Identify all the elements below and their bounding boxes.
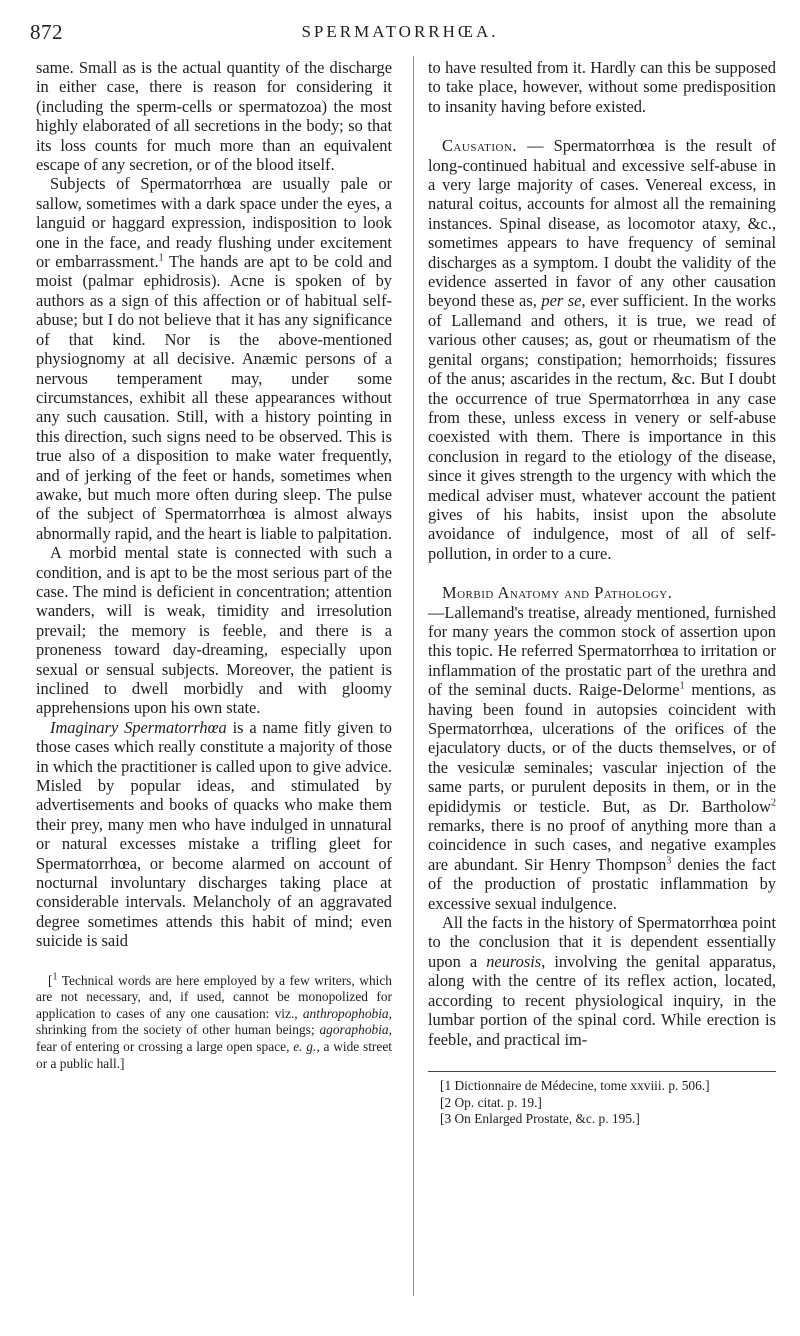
footnotes — [36, 973, 392, 1073]
running-head: SPERMATORRHŒA. — [301, 22, 499, 41]
text: , involving the genital apparatus, along with the centre of its reflex action, located, according to recent physiological inquiry, in the lumbar portion of the spinal cord. While erection is feeble, and practical im- — [428, 951, 776, 1049]
paragraph: same. Small as is the actual quantity of the discharge in either case, there is reason for considering it (including the sperm-cells or spermatozoa) the most highly elaborated of all secretions in the body; so that its loss counts for much more than an equivalent escape of any secretion, or of the blood itself. — [36, 58, 392, 175]
text: Technical words are here employed by a few writers, which are not necessary, and, if used, cannot be monopolized for application to cases of any one causation: viz., — [36, 972, 392, 1021]
text: , a wide street or a public hall.] — [36, 1039, 392, 1071]
left-column — [36, 58, 392, 1072]
section-heading: Causation. — [442, 136, 518, 156]
text: mentions, as having been found in autopsies coincident with Spermatorrhœa, ulcerations of the orifices of the ejaculatory ducts, or of the ducts themselves, or of the vesiculæ seminales; vascular injection of the same parts, or purulent deposits in them, or in the epididymis or testicle. But, as Dr. Bartholow — [428, 680, 776, 816]
page-header — [30, 20, 770, 46]
footnote: [2 Op. citat. p. 19.] — [440, 1094, 542, 1110]
footnote-mark: 1 — [52, 971, 58, 983]
paragraph — [428, 583, 776, 913]
paragraph — [428, 913, 776, 1049]
paragraph — [428, 136, 776, 563]
term: anthropophobia — [302, 1005, 389, 1021]
term: per se — [541, 291, 582, 311]
footnote-rule — [428, 1071, 776, 1072]
footnote: [1 Dictionnaire de Médecine, tome xxviii. p. 506.] — [440, 1077, 710, 1093]
text: —Lallemand's treatise, already mentioned, furnished for many years the common stock of assertion upon this topic. He referred Spermatorrhœa to irritation or inflammation of the prostatic part of the urethra and of the seminal ducts. Raige-Delorme — [428, 602, 776, 700]
footnote-mark: 3 — [666, 855, 672, 867]
footnote-mark: 1 — [158, 252, 164, 264]
text: denies the fact of the production of prostatic inflammation by excessive sexual indulgence. — [428, 854, 776, 913]
term: agoraphobia — [319, 1022, 389, 1038]
right-column — [428, 58, 776, 1128]
term: e. g. — [293, 1039, 317, 1055]
text: is a name fitly given to those cases which really constitute a majority of those in which the practitioner is called upon to give advice. Misled by popular ideas, and stimulated by advertisements and books of quacks who make them their prey, many men who have indulged in unnatural or natural excesses mistake a trifling gleet for Spermatorrhœa, or become alarmed on account of nocturnal involuntary discharges taking place at considerable intervals. Melancholy of an aggravated degree sometimes attends this habit of mind; even suicide is said — [36, 717, 392, 951]
footnote-mark: 2 — [771, 797, 776, 809]
text: , ever sufficient. In the works of Lallemand and others, it is true, we read of various other causes; as, gout or rheumatism of the genital organs; constipation; hemorrhoids; fissures of the anus; ascarides in the rectum, &c. But I doubt the occurrence of true Spermatorrhœa in any case from these, unless excess in venery or self-abuse coexisted with them. There is importance in this conclusion in regard to the etiology of the disease, since it gives strength to the urgency with which the medical adviser must, whatever account the patient gives of his habits, insist upon the absolute avoidance of indulgence, most of all of self-pollution, in order to a cure. — [428, 291, 777, 563]
column-divider — [413, 56, 414, 1296]
paragraph: A morbid mental state is connected with such a condition, and is apt to be the most serious part of the case. The mind is deficient in concentration; attention wanders, will is weak, timidity and irresolution prevail; the memory is feeble, and there is a proneness toward day-dreaming, especially upon sexual or sensual subjects. Moreover, the patient is inclined to dwell morbidly and with gloomy apprehensions upon his own state. — [36, 543, 392, 718]
text: , shrinking from the society of other human beings; — [36, 1005, 392, 1038]
text: , fear of entering or crossing a large open space, — [36, 1022, 392, 1055]
text: Subjects of Spermatorrhœa are usually pale or sallow, sometimes with a dark space under the eyes, a languid or haggard expression, indisposition to look one in the face, and ready flushing under excitement or embarrassment. — [36, 174, 392, 272]
footnotes — [428, 1071, 776, 1128]
text: All the facts in the history of Spermatorrhœa point to the conclusion that it is dependent essentially upon a — [428, 913, 776, 971]
paragraph: to have resulted from it. Hardly can this be supposed to take place, however, without some predisposition to insanity having before existed. — [428, 58, 776, 116]
text: [ — [48, 972, 53, 988]
paragraph — [36, 174, 392, 543]
section-heading: Morbid Anatomy and Pathology. — [442, 583, 673, 603]
term: neurosis — [486, 951, 542, 971]
page-number: 872 — [30, 20, 63, 44]
term: Imaginary Spermatorrhœa — [50, 717, 227, 737]
footnote — [36, 973, 392, 1073]
text: remarks, there is no proof of anything more than a coincidence in such cases, and negative examples are abundant. Sir Henry Thompson — [428, 816, 776, 874]
footnote-mark: 1 — [679, 680, 685, 692]
footnote: [3 On Enlarged Prostate, &c. p. 195.] — [440, 1111, 640, 1127]
text: The hands are apt to be cold and moist (palmar ephidrosis). Acne is spoken of by authors as a sign of this affection or of habitual self-abuse; but I do not believe that it has any significance of that kind. Nor is the above-mentioned physiognomy at all decisive. Anæmic persons of a nervous temperament may, under some circumstances, exhibit all these appearances without any such causation. Still, with a history pointing in this direction, such signs need to be observed. This is true also of a disposition to make water frequently, and of jerking of the feet or hands, sometimes when awake, but much more often during sleep. The pulse of the subject of Spermatorrhœa is almost always abnormally rapid, and the heart is liable to palpitation. — [36, 252, 392, 543]
text: — Spermatorrhœa is the result of long-continued habitual and excessive self-abuse in a very large majority of cases. Venereal excess, in natural coitus, accounts for almost all the remaining instances. Spinal disease, as locomotor ataxy, &c., sometimes appears to have frequency of seminal discharges as a symptom. I doubt the validity of the evidence asserted in favor of any other causation beyond these as, — [428, 136, 776, 311]
paragraph — [36, 718, 392, 951]
